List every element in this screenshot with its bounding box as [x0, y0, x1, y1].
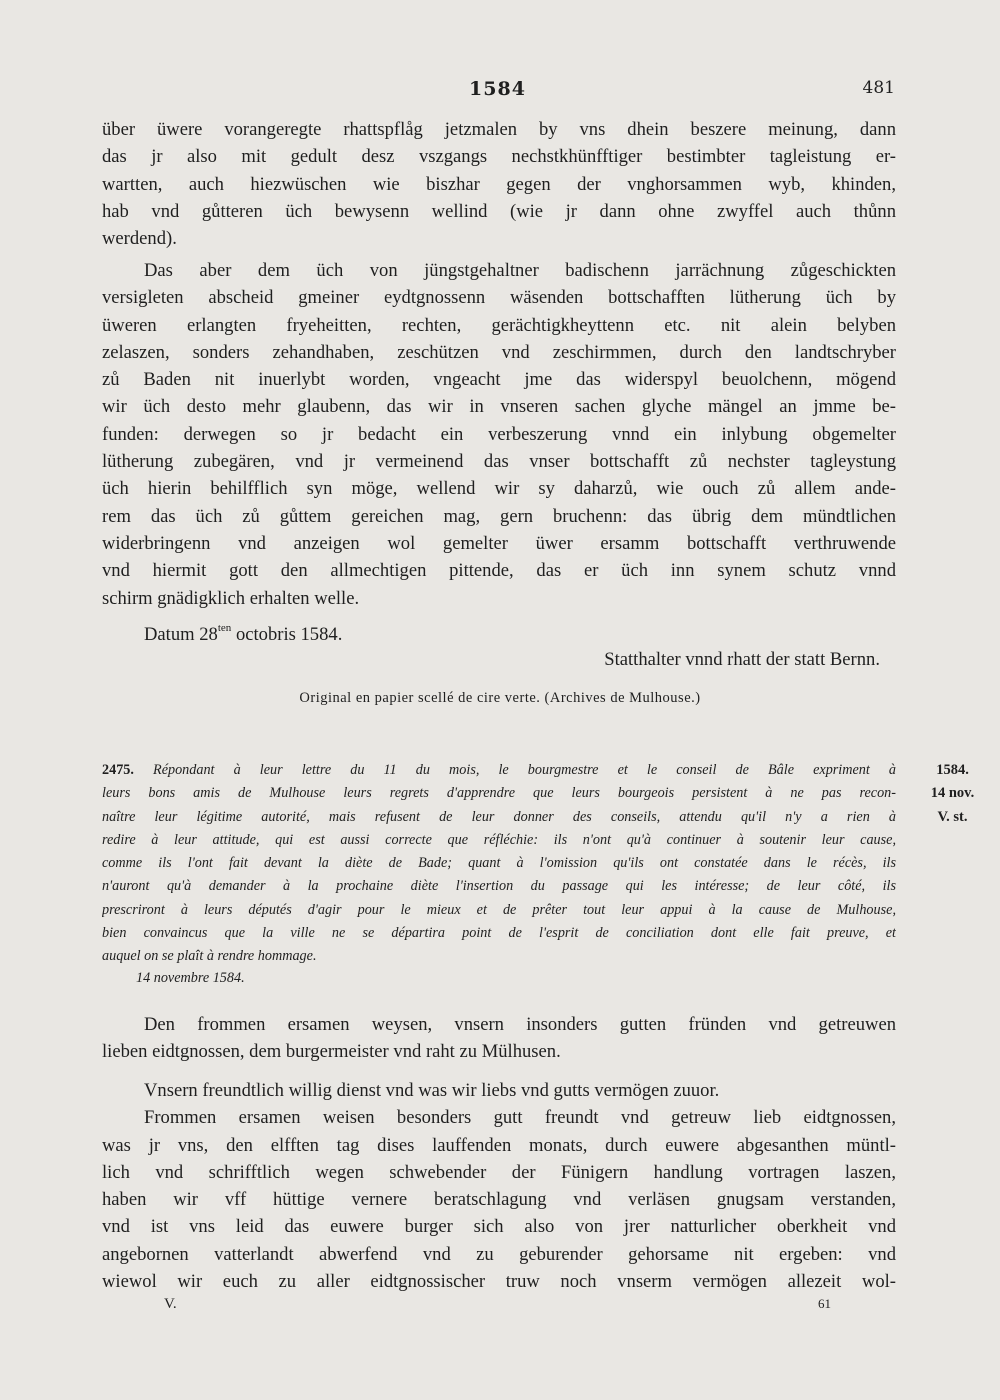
regest-line: [102, 759, 896, 782]
regest-line: naître leur légitime autorité, mais refusent de leur donner des conseils, attendu qu'il n'y a rien à: [102, 808, 896, 825]
text-line: hab vnd gůtteren üch bewysenn wellind (wie jr dann ohne zwyffel auch thůnn: [102, 200, 896, 222]
regest-line: comme ils l'ont fait devant la diète de Bade; quant à l'omission qu'ils ont constatée dans le récès, ils: [102, 855, 896, 872]
signature-mark: V.: [164, 1296, 177, 1312]
letter-address: [102, 1011, 896, 1066]
text-line: funden: derwegen so jr bedacht ein verbeszerung vnnd ein inlybung obgemelter: [102, 423, 896, 445]
header-year: 1584: [469, 78, 526, 100]
text-line: Vnsern freundtlich willig dienst vnd was wir liebs vnd gutts vermögen zuuor.: [144, 1080, 720, 1101]
text-line: über üwere vorangeregte rhattspflåg jetzmalen by vns dhein beszere meinung, dann: [102, 119, 896, 140]
text-line: lich vnd schrifftlich wegen schwebender der Fünigern handlung vortragen laszen,: [102, 1161, 896, 1183]
text-line: lieben eidtgnossen, dem burgermeister vnd raht zu Mülhusen.: [102, 1041, 561, 1063]
regest-line: prescriront à leurs députés d'agir pour le mieux et de prêter tout leur appui à la cause de Mulhouse,: [102, 901, 896, 918]
regest-date: 14 novembre 1584.: [136, 970, 245, 986]
text-line: wiewol wir euch zu aller eidtgnossischer truw noch vnserm vermögen allezeit wol-: [102, 1271, 896, 1293]
letter-body: [102, 1077, 896, 1295]
text-line: widerbringenn vnd anzeigen wol gemelter üwer ersamm bottschafft verthruwende: [102, 532, 896, 554]
regest-line: redire à leur attitude, qui est aussi correcte que réfléchie: ils n'ont qu'à continuer à soutenir leur cause,: [102, 831, 896, 848]
date-superscript: ten: [217, 622, 232, 634]
regest-summary: [102, 759, 896, 969]
text-line: vnd hiermit gott den allmechtigen pittende, das er üch inn synem schutz vnnd: [102, 560, 896, 582]
text-line: zelaszen, sonders zehandhaben, zeschützen vnd zeschirmmen, durch den landtschryber: [102, 341, 896, 363]
text-line: versigleten abscheid gmeiner eydtgnossenn wäsenden bottschafften lütherung üch by: [102, 287, 896, 309]
margin-year: 1584.: [936, 762, 969, 778]
page-number: 481: [862, 78, 895, 98]
text-line: werdend).: [102, 228, 177, 250]
regest-text: Répondant à leur lettre du 11 du mois, le bourgmestre et le conseil de Bâle expriment à: [153, 762, 896, 778]
sheet-number: 61: [818, 1296, 831, 1311]
text-line: haben wir vff hüttige vernere beratschlagung vnd verläsen gnugsam verstanden,: [102, 1189, 896, 1211]
text-line: Den frommen ersamen weysen, vnsern insonders gutten fründen vnd getreuwen: [144, 1014, 896, 1035]
text-line: angebornen vatterlandt abwerfend vnd zu geburender gehorsame nit ergeben: vnd: [102, 1243, 896, 1265]
text-line: wir üch desto mehr glaubenn, das wir in vnseren sachen glyche mängel an jmme be-: [102, 396, 896, 418]
paragraph-2: [102, 257, 896, 612]
text-line: üch hierin behilfflich syn möge, wellend wir sy daharzů, wie ouch zů allem ande-: [102, 478, 896, 500]
text-line: vnd ist vns leid das euwere burger sich also von jrer natturlicher oberkheit vnd: [102, 1216, 896, 1238]
regest-line: bien convaincus que la ville ne se départira point de l'esprit de conciliation dont elle fait preuve, et: [102, 925, 896, 942]
paragraph-1: [102, 116, 896, 252]
text-line: rem das üch zů gůttem gereichen mag, gern bruchenn: das übrig dem mündtlichen: [102, 505, 896, 527]
margin-day: 14 nov.: [930, 785, 975, 802]
regest-line: auquel on se plaît à rendre hommage.: [102, 948, 317, 965]
margin-date-note: [925, 759, 980, 829]
regest-line: leurs bons amis de Mulhouse leurs regrets d'apprendre que leurs bourgeois persistent à ne pas recon-: [102, 785, 896, 802]
regest-line: n'auront qu'à demander à la prochaine diète l'insertion du passage qui les intéresse; de leur côté, ils: [102, 878, 896, 895]
page-header: [100, 78, 895, 106]
text-line: zů Baden nit inuerlybt worden, vngeacht jme das widerspyl beuolchenn, mögend: [102, 369, 896, 391]
text-line: das jr also mit gedult desz vszgangs nechstkhünfftiger bestimbter tagleistung er-: [102, 146, 896, 168]
date-prefix: Datum 28: [144, 624, 218, 645]
text-line: Frommen ersamen weisen besonders gutt freundt vnd getreuw lieb eidtgnossen,: [144, 1107, 896, 1129]
margin-style: V. st.: [937, 808, 968, 825]
letter-date: [144, 622, 342, 646]
text-line: schirm gnädigklich erhalten welle.: [102, 587, 360, 609]
text-line: Das aber dem üch von jüngstgehaltner badischenn jarrächnung zůgeschickten: [144, 260, 896, 281]
text-line: wartten, auch hiezwüschen wie biszhar gegen der vnghorsammen wyb, khinden,: [102, 173, 896, 195]
date-suffix: octobris 1584.: [231, 624, 343, 645]
regest-number: 2475.: [102, 762, 134, 778]
archive-note: Original en papier scellé de cire verte. (Archives de Mulhouse.): [299, 690, 701, 706]
text-line: lütherung zubegären, vnd jr vermeinend das vnser bottschafft zů nechster tagleystung: [102, 451, 896, 473]
text-line: was jr vns, den elfften tag dises lauffenden monats, durch euwere abgesanthen müntl-: [102, 1134, 896, 1156]
text-line: üweren erlangten fryeheitten, rechten, gerächtigkheyttenn etc. nit alein belyben: [102, 314, 896, 336]
letter-signature: Statthalter vnnd rhatt der statt Bernn.: [604, 649, 880, 670]
